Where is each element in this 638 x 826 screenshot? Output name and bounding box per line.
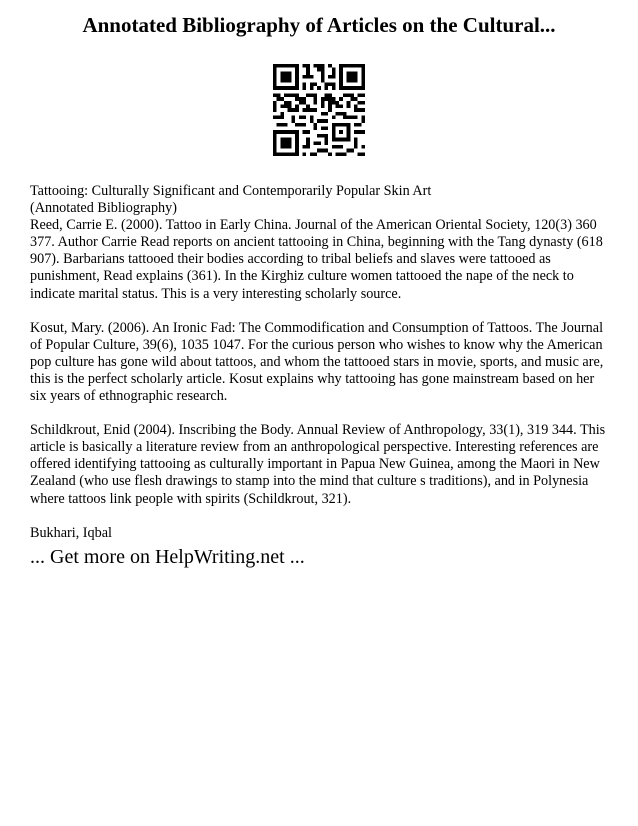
document-subheading: (Annotated Bibliography) — [30, 200, 177, 217]
heading-block — [30, 183, 612, 303]
document-heading: Tattooing: Culturally Significant and Contemporarily Popular Skin Art — [30, 183, 432, 199]
document-body — [30, 183, 612, 559]
document-title: Annotated Bibliography of Articles on the Cultural... — [82, 13, 556, 37]
bibliography-entry-kosut: Kosut, Mary. (2006). An Ironic Fad: The Commodification and Consumption of Tattoos. The Journal of Popular Culture, 39(6), 1035 1047. For the curious person who wishes to know why the American pop culture has gone wild about tattoos, and whom the tattooed stars in movie, sports, and music are, this is the perfect scholarly article. Kosut explains why tattooing has gone mainstream based on her six years of ethnographic research. — [30, 319, 604, 405]
qr-code-icon — [273, 64, 365, 156]
bibliography-entry-reed: Reed, Carrie E. (2000). Tattoo in Early China. Journal of the American Oriental Society, 120(3) 360 377. Author Carrie Read reports on ancient tattooing in China, beginning with the Tang dynasty (618 907). Barbarians tattooed their bodies according to tribal beliefs and slaves were tattooed as punishment, Read explains (361). In the Kirghiz culture women tattooed the nape of the neck to indicate marital status. This is a very interesting scholarly source. — [30, 217, 603, 302]
bibliography-entry-schildkrout: Schildkrout, Enid (2004). Inscribing the Body. Annual Review of Anthropology, 33(1), 319 344. This article is basically a literature review from an anthropological perspective. Interesting references are offered identifying tattooing as culturally important in Papua New Guinea, among the Maori in New Zealand (who use flesh drawings to stamp into the mind that culture s traditions), and in Polynesia where tattoos link people with spirits (Schildkrout, 321). — [30, 422, 606, 507]
author-name: Bukhari, Iqbal — [30, 524, 112, 541]
footer-link-text: ... Get more on HelpWriting.net ... — [30, 546, 305, 568]
